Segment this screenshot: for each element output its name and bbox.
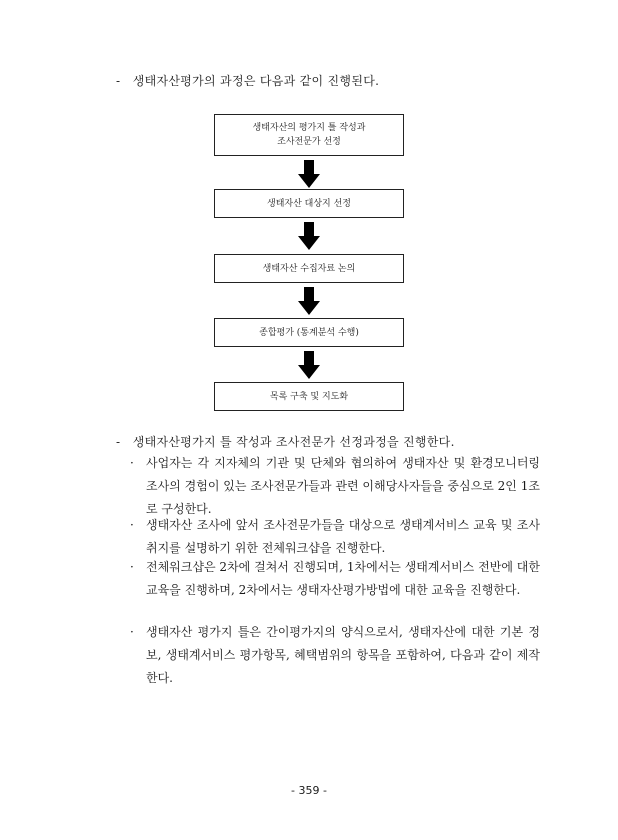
section-dash: -: [116, 435, 121, 449]
flow-step-5-label: 목록 구축 및 지도화: [269, 391, 349, 402]
list-item-text: 전체워크샵은 2차에 걸쳐서 진행되며, 1차에서는 생태계서비스 전반에 대한 교육을 진행하며, 2차에서는 생태자산평가방법에 대한 교육을 진행한다.: [146, 560, 540, 597]
bullet-dot: ·: [130, 518, 134, 532]
down-arrow-icon: [298, 160, 320, 188]
down-arrow-icon: [298, 351, 320, 379]
list-item-text: 생태자산 평가지 틀은 간이평가지의 양식으로서, 생태자산에 대한 기본 정보, 생태계서비스 평가항목, 혜택범위의 항목을 포함하여, 다음과 같이 제작한다.: [146, 625, 540, 685]
list-item: [130, 621, 540, 690]
flow-step-1: [214, 114, 404, 156]
flow-step-3-label: 생태자산 수집자료 논의: [262, 263, 356, 274]
bullet-dot: ·: [130, 560, 134, 574]
list-item: [130, 452, 540, 521]
flow-step-5: [214, 382, 404, 411]
intro-dash: -: [116, 74, 121, 88]
flow-step-4-label: 종합평가 (통계분석 수행): [259, 327, 359, 338]
flow-step-2: [214, 189, 404, 218]
flow-step-2-label: 생태자산 대상지 선정: [267, 198, 351, 209]
list-item: [130, 556, 540, 602]
intro-line: [116, 72, 379, 89]
flow-step-3: [214, 254, 404, 283]
section-heading-text: 생태자산평가지 틀 작성과 조사전문가 선정과정을 진행한다.: [132, 435, 455, 449]
bullet-dot: ·: [130, 456, 134, 470]
down-arrow-icon: [298, 287, 320, 315]
list-item-text: 생태자산 조사에 앞서 조사전문가들을 대상으로 생태계서비스 교육 및 조사취지를 설명하기 위한 전체워크샵을 진행한다.: [146, 518, 540, 555]
bullet-dot: ·: [130, 625, 134, 639]
down-arrow-icon: [298, 222, 320, 250]
section-heading: [116, 433, 455, 450]
list-item: [130, 514, 540, 560]
intro-text: 생태자산평가의 과정은 다음과 같이 진행된다.: [132, 74, 380, 88]
flow-step-1-label: 생태자산의 평가지 틀 작성과 조사전문가 선정: [252, 123, 366, 147]
flow-step-4: [214, 318, 404, 347]
page-number: - 359 -: [291, 784, 327, 797]
list-item-text: 사업자는 각 지자체의 기관 및 단체와 협의하여 생태자산 및 환경모니터링 조사의 경험이 있는 조사전문가들과 관련 이해당사자들을 중심으로 2인 1조로 구성한다.: [146, 456, 540, 516]
